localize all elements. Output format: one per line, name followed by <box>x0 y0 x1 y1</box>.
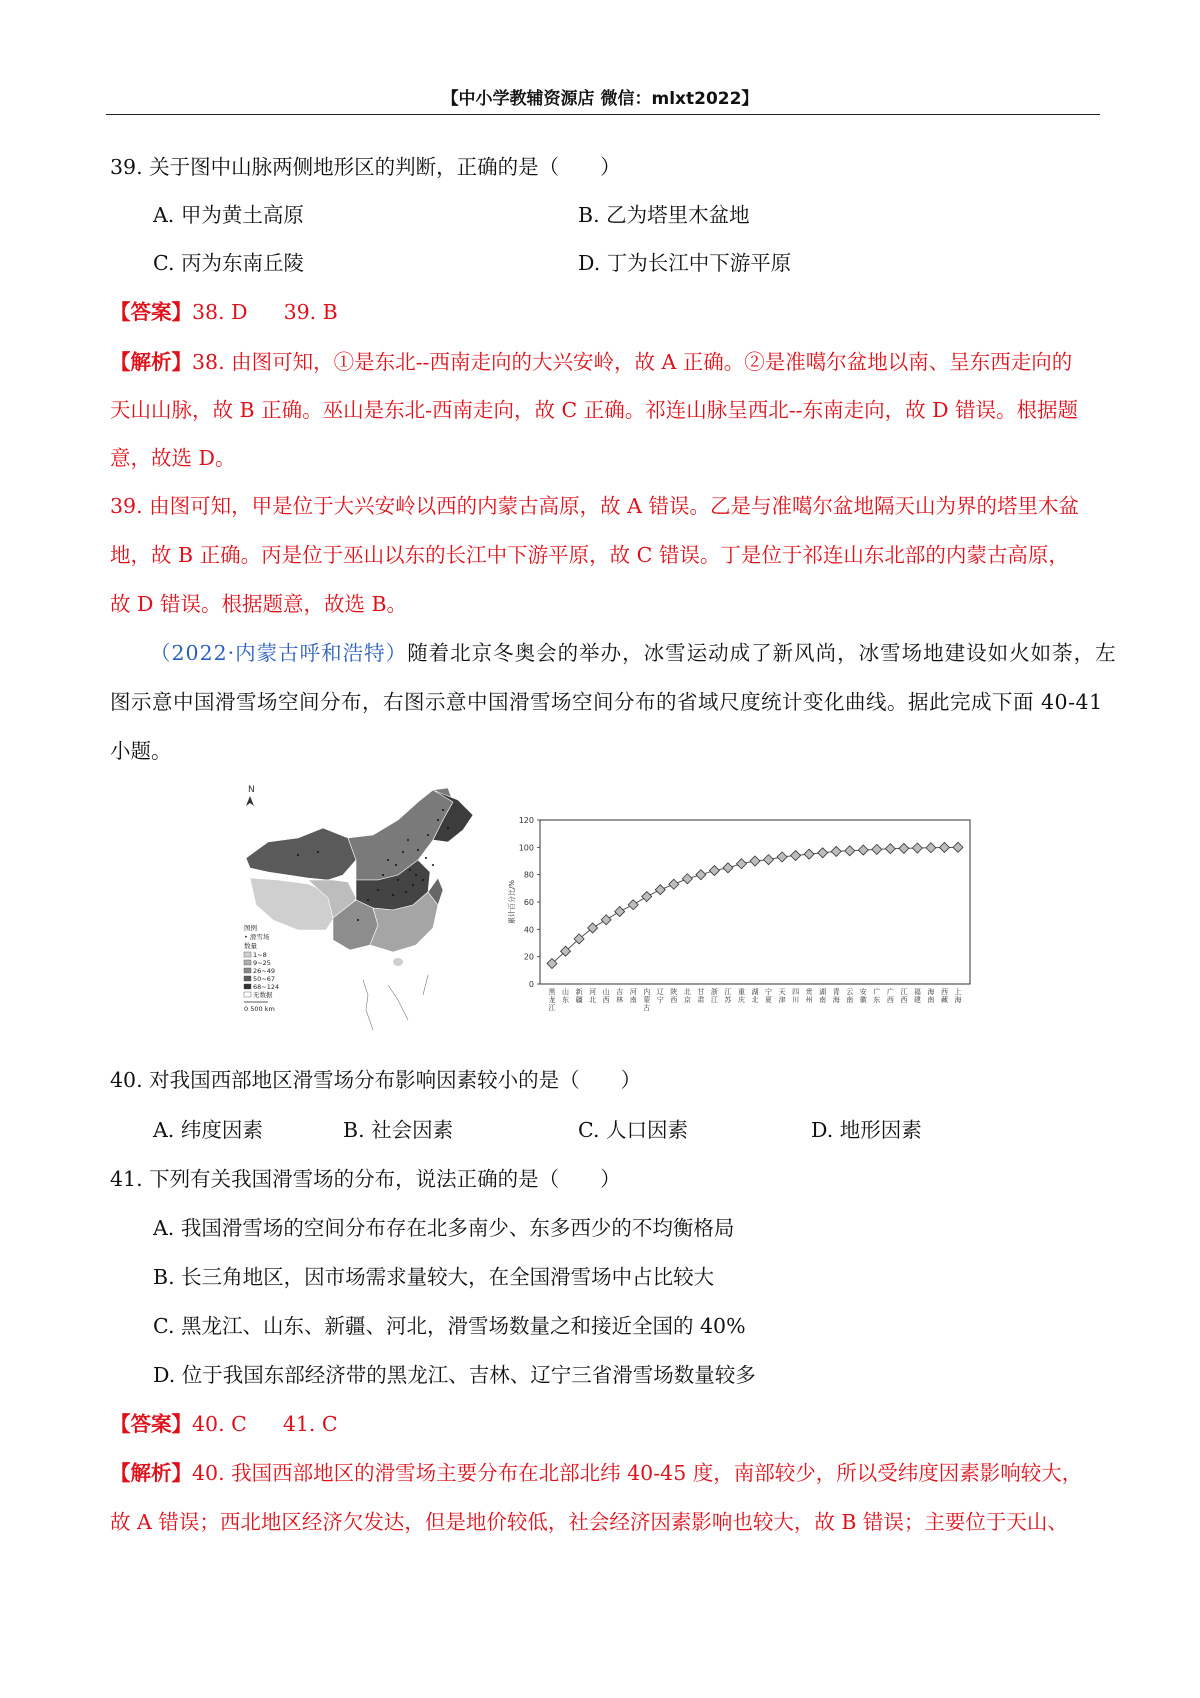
explanation2-line-1 <box>110 1461 1082 1486</box>
map-hainan <box>393 958 403 966</box>
q41-option-d: D. 位于我国东部经济带的黑龙江、吉林、辽宁三省滑雪场数量较多 <box>153 1363 756 1387</box>
answer-41: 41. C <box>282 1412 338 1436</box>
answer-block-1 <box>110 300 338 325</box>
data-point <box>899 843 909 853</box>
intro-text: 随着北京冬奥会的举办，冰雪运动成了新风尚，冰雪场地建设如火如荼，左 <box>407 641 1117 665</box>
legend-class: 1~8 <box>253 951 267 959</box>
header-divider <box>106 114 1100 115</box>
explanation-line-6: 故 D 错误。根据题意，故选 B。 <box>110 592 408 616</box>
map-region-west <box>246 828 356 880</box>
explanation-line-5: 地，故 B 正确。丙是位于巫山以东的长江中下游平原，故 C 错误。丁是位于祁连山东北部的内蒙古高原， <box>110 543 1069 567</box>
explanation-line-3: 意，故选 D。 <box>110 446 236 470</box>
x-tick-label: 贵州 <box>805 988 813 1004</box>
q40-option-c: C. 人口因素 <box>578 1118 688 1142</box>
data-point <box>939 842 949 852</box>
cumulative-percentage-chart <box>500 812 980 1047</box>
legend-class: 26~49 <box>253 967 275 975</box>
data-point <box>912 843 922 853</box>
q39-option-b: B. 乙为塔里木盆地 <box>578 203 750 227</box>
x-tick-label: 云南 <box>846 988 854 1004</box>
x-tick-label: 山西 <box>602 988 610 1004</box>
answer-tag: 【答案】 <box>110 300 192 324</box>
x-tick-label: 重庆 <box>737 988 745 1004</box>
explanation-line-1 <box>110 350 1072 375</box>
legend-swatch <box>244 976 251 981</box>
intro-line-3: 小题。 <box>110 739 172 763</box>
x-tick-label: 安徽 <box>859 988 867 1004</box>
legend-ski-resort: • 滑雪场 <box>244 933 270 941</box>
intro-line-1 <box>150 641 1117 666</box>
north-label: N <box>248 785 255 795</box>
data-point <box>845 846 855 856</box>
legend-swatch <box>244 984 251 989</box>
data-point <box>709 866 719 876</box>
data-point <box>615 907 625 917</box>
explanation-tag: 【解析】 <box>110 1461 192 1485</box>
legend-class: 无数据 <box>253 991 273 999</box>
x-tick-label: 四川 <box>792 988 800 1004</box>
y-tick-label: 80 <box>523 870 534 880</box>
q40-stem: 40. 对我国西部地区滑雪场分布影响因素较小的是（ ） <box>110 1068 642 1092</box>
explanation-line-2: 天山山脉，故 B 正确。巫山是东北-西南走向，故 C 正确。祁连山脉呈西北--东南走向，故 D 错误。根据题 <box>110 398 1079 422</box>
x-tick-label: 甘肃 <box>697 988 705 1004</box>
data-point <box>953 842 963 852</box>
x-tick-label: 新疆 <box>575 988 583 1004</box>
south-sea-inset <box>363 975 428 1030</box>
x-tick-label: 青海 <box>832 988 840 1004</box>
data-point <box>642 892 652 902</box>
q41-stem: 41. 下列有关我国滑雪场的分布，说法正确的是（ ） <box>110 1167 621 1191</box>
q41-option-a: A. 我国滑雪场的空间分布存在北多南少、东多西少的不均衡格局 <box>153 1216 735 1240</box>
data-point <box>872 844 882 854</box>
data-point <box>885 844 895 854</box>
data-point <box>601 915 611 925</box>
x-tick-label: 内蒙古 <box>643 988 651 1012</box>
scale-label: 0 500 km <box>244 1005 275 1013</box>
x-tick-label: 河南 <box>629 988 637 1004</box>
x-tick-label: 辽宁 <box>656 988 664 1004</box>
data-point <box>723 863 733 873</box>
answer-40: 40. C <box>192 1412 247 1436</box>
x-tick-label: 江苏 <box>724 988 732 1004</box>
x-tick-label: 浙江 <box>710 988 718 1004</box>
q39-option-c: C. 丙为东南丘陵 <box>153 251 304 275</box>
data-point <box>736 859 746 869</box>
data-point <box>764 855 774 865</box>
legend-quantity: 数量 <box>244 942 257 950</box>
answer-38: 38. D <box>192 300 248 324</box>
y-tick-label: 0 <box>528 980 534 989</box>
y-tick-label: 20 <box>523 952 534 962</box>
x-tick-label: 江西 <box>900 988 908 1004</box>
q39-stem: 39. 关于图中山脉两侧地形区的判断，正确的是（ ） <box>110 155 621 179</box>
legend-swatch <box>244 960 251 965</box>
data-point <box>791 851 801 861</box>
q40-option-a: A. 纬度因素 <box>153 1118 263 1142</box>
q40-option-b: B. 社会因素 <box>343 1118 454 1142</box>
x-tick-label: 湖南 <box>819 988 827 1004</box>
x-tick-label: 北京 <box>683 988 691 1004</box>
data-point <box>858 845 868 855</box>
y-tick-label: 60 <box>523 898 534 907</box>
y-tick-label: 40 <box>523 925 534 935</box>
answer-39: 39. B <box>283 300 338 324</box>
data-point <box>588 923 598 933</box>
x-tick-label: 山东 <box>562 988 570 1004</box>
explanation-line-4: 39. 由图可知，甲是位于大兴安岭以西的内蒙古高原，故 A 错误。乙是与准噶尔盆地隔天山为界的塔里木盆 <box>110 494 1079 518</box>
data-point <box>696 870 706 880</box>
intro-line-2: 图示意中国滑雪场空间分布，右图示意中国滑雪场空间分布的省域尺度统计变化曲线。据此完成下面 40-41 <box>110 690 1103 714</box>
y-tick-label: 100 <box>518 843 534 853</box>
page-header: 【中小学教辅资源店 微信：mlxt2022】 <box>441 89 759 109</box>
explanation-text: 38. 由图可知，①是东北--西南走向的大兴安岭，故 A 正确。②是准噶尔盆地以南、呈东西走向的 <box>192 350 1073 374</box>
legend-swatch <box>244 952 251 957</box>
data-point <box>682 874 692 884</box>
x-tick-label: 天津 <box>778 988 786 1004</box>
legend-swatch <box>244 968 251 973</box>
x-tick-label: 陕西 <box>670 988 678 1004</box>
x-tick-label: 吉林 <box>616 988 624 1004</box>
y-tick-label: 120 <box>518 816 534 825</box>
q40-option-d: D. 地形因素 <box>811 1118 922 1142</box>
explanation-text: 40. 我国西部地区的滑雪场主要分布在北部北纬 40-45 度，南部较少，所以受纬度因素影响较大， <box>192 1461 1083 1485</box>
data-point <box>669 879 679 889</box>
legend-title: 图例 <box>244 924 257 932</box>
q39-option-a: A. 甲为黄土高原 <box>153 203 304 227</box>
x-tick-label: 福建 <box>913 988 921 1004</box>
answer-tag: 【答案】 <box>110 1412 192 1436</box>
explanation-tag: 【解析】 <box>110 350 192 374</box>
legend-class: 50~67 <box>253 975 275 983</box>
data-point <box>831 846 841 856</box>
data-point <box>628 900 638 910</box>
q41-option-c: C. 黑龙江、山东、新疆、河北，滑雪场数量之和接近全国的 40% <box>153 1314 746 1338</box>
x-tick-label: 湖北 <box>751 988 759 1004</box>
north-arrow <box>246 785 255 806</box>
data-point <box>818 848 828 858</box>
explanation2-line-2: 故 A 错误；西北地区经济欠发达，但是地价较低，社会经济因素影响也较大，故 B 错误；主要位于天山、 <box>110 1510 1068 1534</box>
x-tick-label: 宁夏 <box>765 988 773 1004</box>
answer-block-2 <box>110 1412 338 1437</box>
x-tick-label: 广东 <box>873 988 881 1004</box>
x-tick-label: 黑龙江 <box>548 988 556 1012</box>
q39-option-d: D. 丁为长江中下游平原 <box>578 251 792 275</box>
x-tick-label: 上海 <box>954 988 962 1004</box>
legend-swatch <box>244 992 251 997</box>
map-legend <box>244 923 279 1013</box>
x-tick-label: 河北 <box>589 988 597 1004</box>
x-tick-label: 海南 <box>927 988 935 1004</box>
x-tick-label: 广西 <box>886 988 894 1004</box>
data-point <box>750 856 760 866</box>
ski-resort-map <box>238 780 488 1045</box>
data-point <box>926 843 936 853</box>
question-source: （2022·内蒙古呼和浩特） <box>150 641 408 665</box>
data-point <box>655 885 665 895</box>
legend-class: 68~124 <box>253 983 280 991</box>
y-axis-label: 累计百分比/% <box>508 879 516 925</box>
data-point <box>804 849 814 859</box>
x-tick-label: 西藏 <box>940 988 948 1004</box>
q41-option-b: B. 长三角地区，因市场需求量较大，在全国滑雪场中占比较大 <box>153 1265 715 1289</box>
legend-class: 9~25 <box>253 959 271 967</box>
data-point <box>777 852 787 862</box>
